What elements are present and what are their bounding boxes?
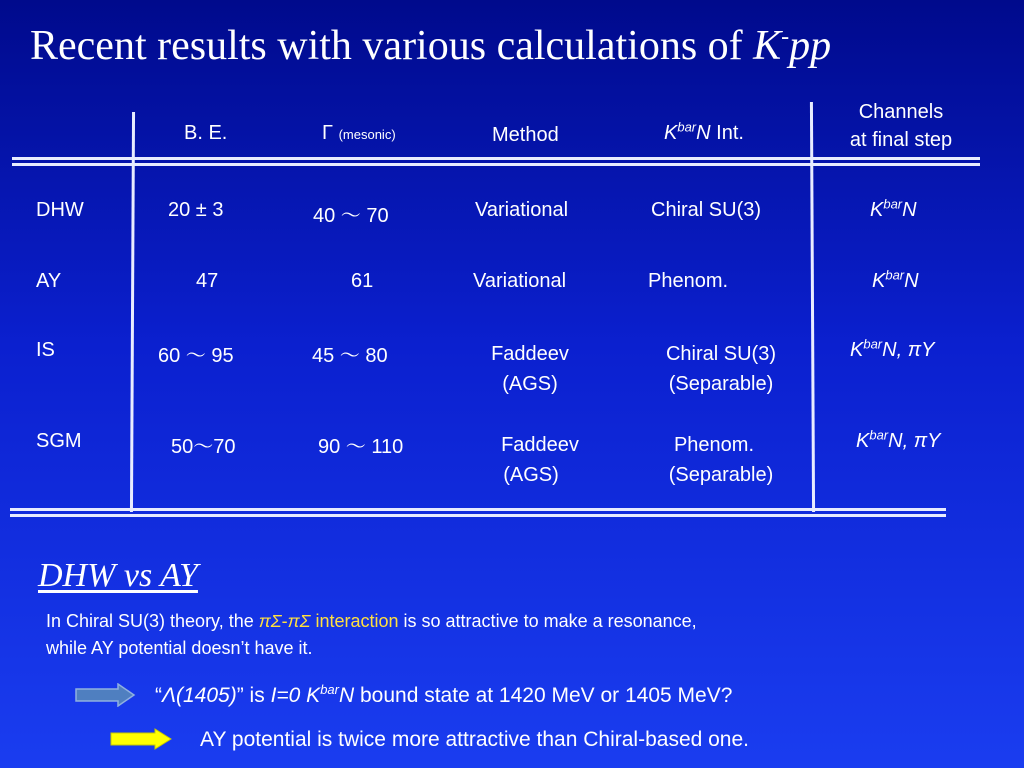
header-divider: [12, 157, 980, 166]
slide-title: [30, 22, 831, 70]
row-interaction: [645, 339, 797, 399]
bullet-is: is: [243, 684, 271, 707]
row-method: Variational: [475, 199, 569, 221]
channel-rest: N: [902, 199, 917, 221]
row-name: IS: [36, 339, 55, 361]
bullet-n: N: [338, 684, 355, 707]
header-channels-line1: Channels: [858, 101, 944, 123]
bullet-bar: bar: [320, 682, 339, 697]
row-name: DHW: [36, 199, 84, 221]
row-interaction: Chiral SU(3): [651, 199, 762, 221]
row-be: 20 ± 3: [168, 199, 224, 221]
title-text: Recent results with various calculations of: [30, 23, 754, 69]
header-be: B. E.: [184, 122, 228, 144]
para-interaction: interaction: [310, 611, 399, 631]
channel-k: K: [872, 270, 886, 292]
channel-rest: N, πY: [888, 430, 941, 452]
interaction-line2: (Separable): [668, 464, 774, 486]
channel-bar: bar: [863, 336, 883, 352]
header-int: Int.: [710, 122, 744, 144]
pi-sigma-1: πΣ: [258, 611, 282, 631]
paragraph-line2: while AY potential doesn’t have it.: [46, 638, 313, 658]
interaction-line1: Phenom.: [673, 434, 755, 456]
bullet-1-text: [155, 684, 732, 708]
blue-arrow-icon: [74, 683, 136, 707]
quote-close: ”: [236, 684, 244, 707]
channel-k: K: [856, 430, 870, 452]
bullet-2-text: AY potential is twice more attractive than Chiral-based one.: [200, 728, 750, 751]
lambda-1405: Λ(1405): [162, 684, 237, 707]
row-gamma: 45 ～ 80: [312, 345, 388, 367]
row-interaction: Phenom.: [648, 270, 729, 292]
channel-bar: bar: [869, 427, 889, 443]
row-method: [470, 430, 610, 490]
row-name: AY: [36, 270, 62, 292]
row-channel: [856, 427, 941, 453]
channel-rest: N: [904, 270, 919, 292]
interaction-line2: (Separable): [668, 373, 774, 395]
header-gamma-symbol: Γ: [322, 122, 334, 144]
isospin-k: I=0 K: [270, 684, 321, 707]
row-be: 47: [196, 270, 219, 292]
method-line1: Faddeev: [491, 343, 569, 365]
row-be: 50～70: [171, 436, 236, 458]
header-gamma: [322, 122, 396, 145]
channel-bar: bar: [885, 267, 905, 283]
method-line1: Faddeev: [501, 434, 579, 456]
title-pp: pp: [789, 23, 832, 69]
bullet-rest: bound state at 1420 MeV or 1405 MeV?: [354, 684, 733, 707]
paragraph-line1: [46, 611, 697, 632]
row-be: 60 ～ 95: [158, 345, 234, 367]
header-gamma-sub: (mesonic): [338, 127, 396, 142]
row-gamma: 40 ～ 70: [313, 205, 389, 227]
row-channel: [870, 196, 917, 222]
left-vertical-divider: [130, 112, 135, 512]
channel-bar: bar: [883, 196, 903, 212]
header-n: N: [696, 122, 711, 144]
method-line2: (AGS): [503, 464, 559, 486]
row-method: Variational: [473, 270, 567, 292]
section-subtitle: DHW vs AY: [38, 557, 198, 594]
row-name: SGM: [36, 430, 82, 452]
row-gamma: 90 ～ 110: [318, 436, 404, 458]
para-dash: -: [281, 611, 288, 631]
channel-rest: N, πY: [882, 339, 935, 361]
header-channels-line2: at final step: [849, 129, 953, 151]
table-bottom-divider: [10, 508, 946, 517]
yellow-arrow-icon: [109, 728, 173, 750]
header-channels: [826, 98, 976, 154]
row-method: [460, 339, 600, 399]
row-gamma: 61: [351, 270, 374, 292]
para-text-end: is so attractive to make a resonance,: [398, 611, 697, 631]
method-line2: (AGS): [502, 373, 558, 395]
interaction-line1: Chiral SU(3): [665, 343, 777, 365]
row-channel: [850, 336, 935, 362]
row-interaction: [645, 430, 797, 490]
header-bar: bar: [677, 119, 697, 135]
row-channel: [872, 267, 919, 293]
title-sup: -: [781, 24, 790, 50]
channel-k: K: [850, 339, 864, 361]
channel-k: K: [870, 199, 884, 221]
quote-open: “: [155, 684, 162, 707]
header-k: K: [664, 122, 678, 144]
para-text: In Chiral SU(3) theory, the: [46, 611, 259, 631]
pi-sigma-2: πΣ: [287, 611, 311, 631]
title-k: K: [753, 23, 782, 69]
header-kbar-int: [664, 119, 744, 145]
header-method: Method: [492, 124, 559, 146]
